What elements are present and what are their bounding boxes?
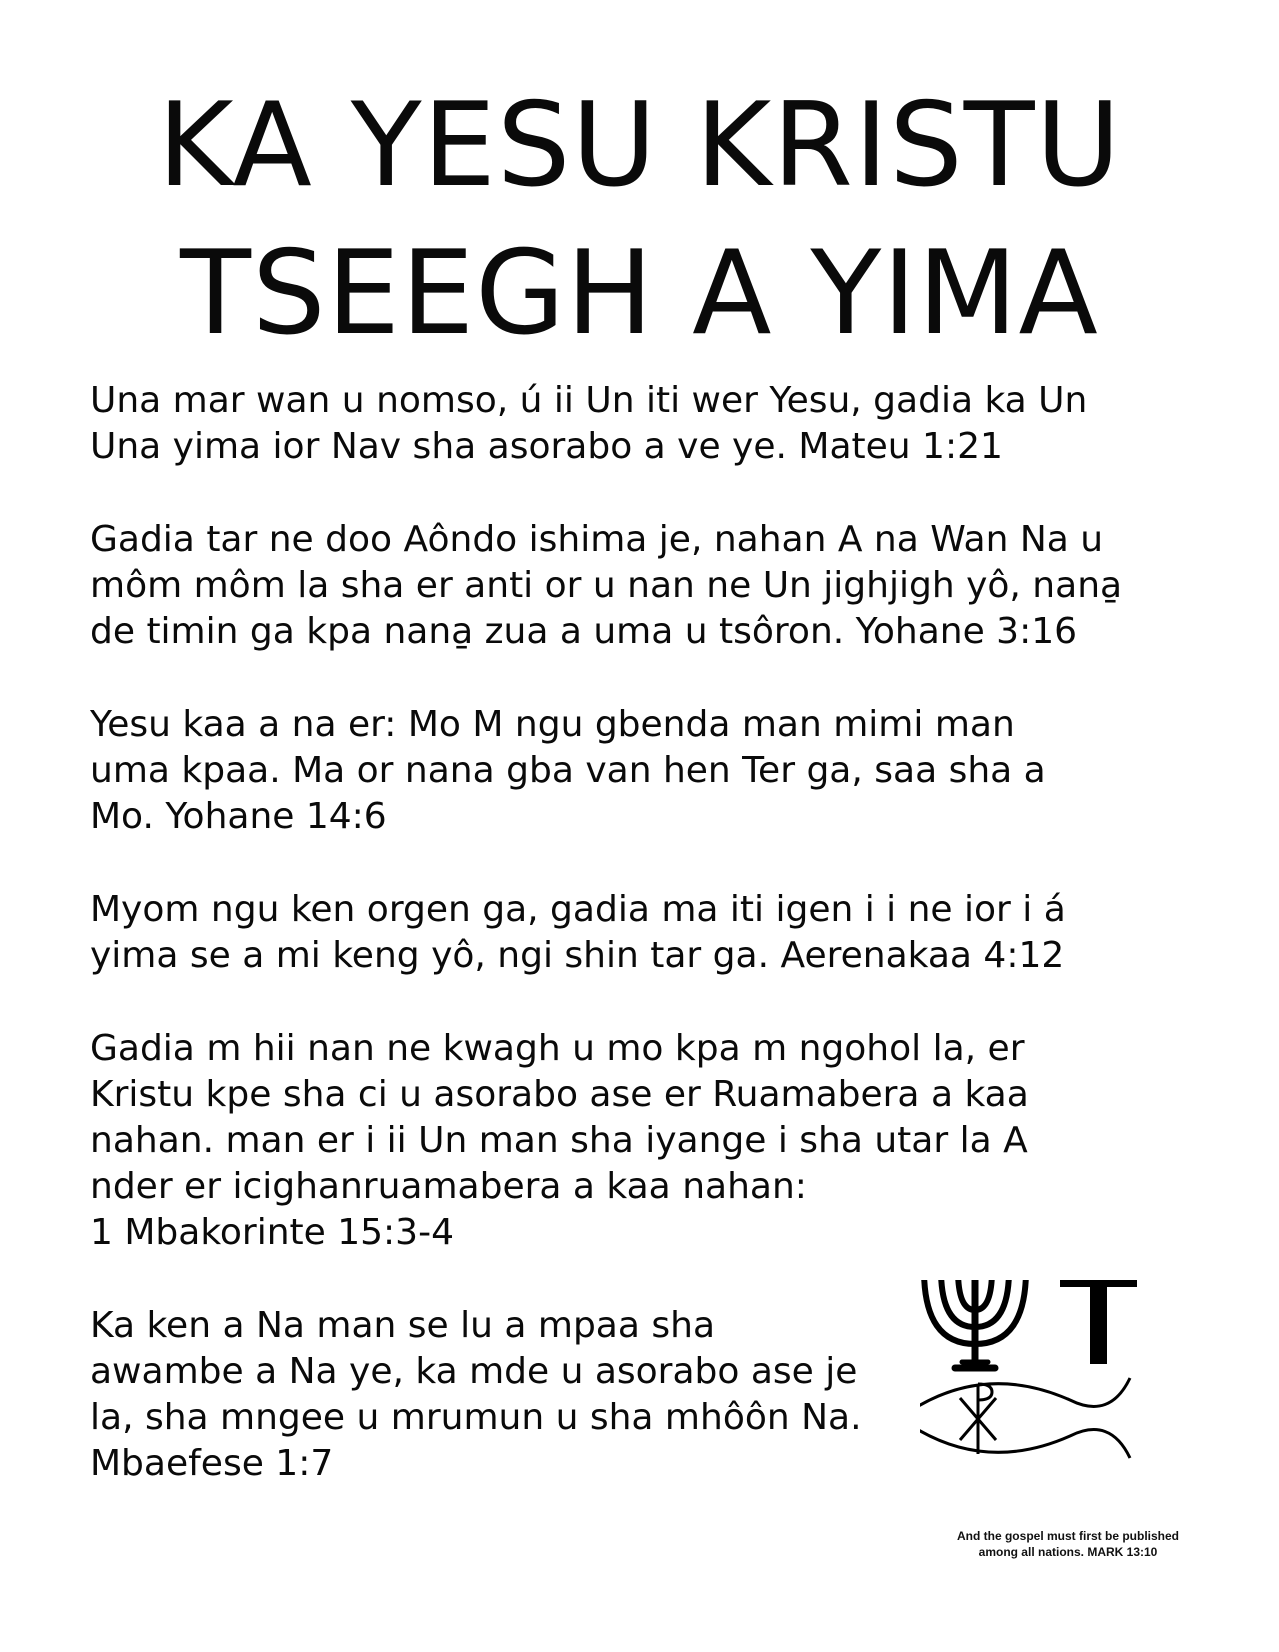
verse-yohane-14-6: Yesu kaa a na er: Mo M ngu gbenda man mimi man uma kpaa. Ma or nana gba van hen Ter ga, saa sha a Mo. Yohane 14:6	[90, 704, 1046, 837]
caption-line-2: among all nations. MARK 13:10	[978, 1545, 1158, 1559]
verse-mateu-1-21: Una mar wan u nomso, ú ii Un iti wer Yesu, gadia ka Un Una yima ior Nav sha asorabo a ve ye. Mateu 1:21	[90, 380, 1088, 467]
title-line-2: TSEEGH A YIMA	[180, 226, 1099, 361]
gospel-caption	[918, 1528, 1218, 1560]
title-line-1: KA YESU KRISTU	[157, 78, 1122, 213]
menorah-icon	[920, 1280, 1026, 1368]
verse-mbakorinte-15-3: Gadia m hii nan ne kwagh u mo kpa m ngohol la, er Kristu kpe sha ci u asorabo ase er Ruamabera a kaa nahan. man er i ii Un man sha iyange i sha utar la A nder er icighanruamabera a kaa nahan:	[90, 1028, 1029, 1207]
ichthys-chi-rho-icon	[920, 1378, 1130, 1458]
verse-yohane-3-16: Gadia tar ne doo Aôndo ishima je, nahan A na Wan Na u môm môm la sha er anti or u nan ne Un jighjigh yô, nana̱ de timin ga kpa nana̱ zua a uma u tsôron. Yohane 3:16	[90, 519, 1123, 652]
verse-aerenakaa-4-12: Myom ngu ken orgen ga, gadia ma iti igen i i ne ior i á yima se a mi keng yô, ngi shin tar ga. Aerenakaa 4:12	[90, 889, 1066, 976]
page-title	[0, 72, 1279, 368]
verse-mbaefese-1-7: Ka ken a Na man se lu a mpaa sha awambe a Na ye, ka mde u asorabo ase je la, sha mngee u mrumun u sha mhôôn Na. Mbaefese 1:7	[90, 1305, 862, 1484]
verse-reference-mbakorinte: 1 Mbakorinte 15:3-4	[90, 1212, 454, 1253]
caption-line-1: And the gospel must first be published	[956, 1529, 1179, 1543]
cross-icon	[1060, 1280, 1137, 1364]
